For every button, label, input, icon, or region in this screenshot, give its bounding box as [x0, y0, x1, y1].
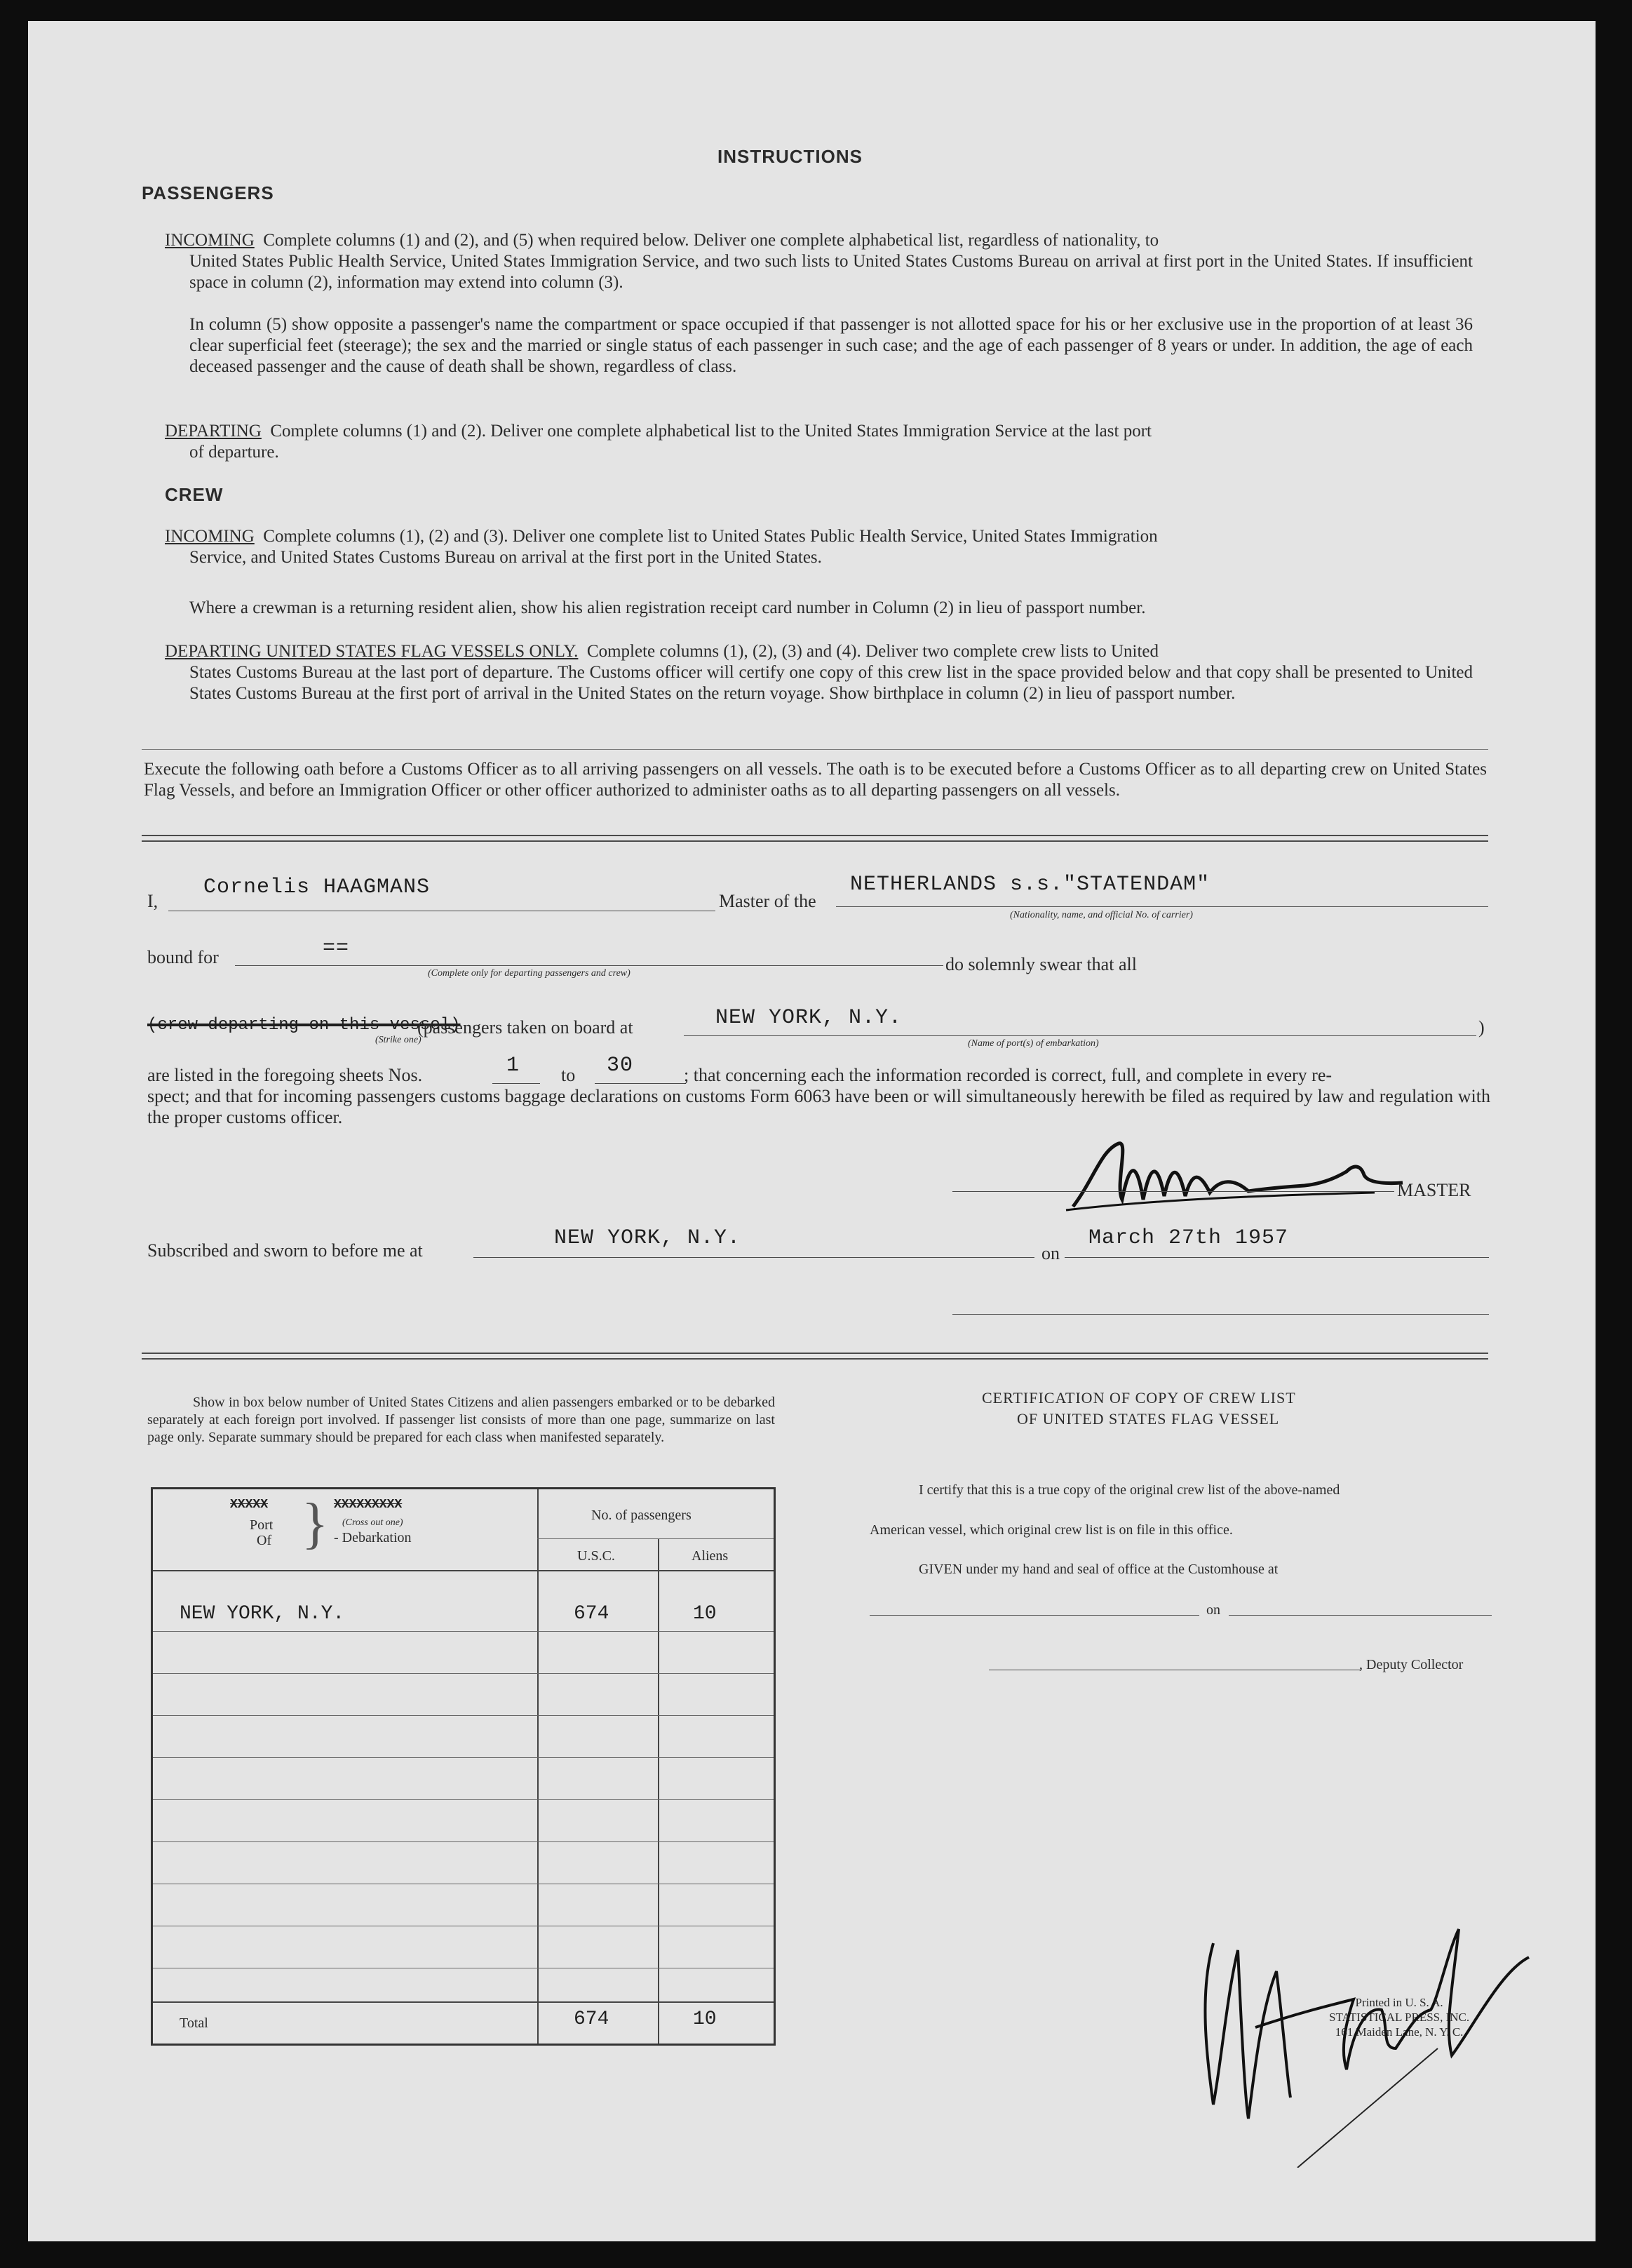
double-divider	[142, 835, 1488, 836]
certification-title-1: CERTIFICATION OF COPY OF CREW LIST	[982, 1389, 1296, 1407]
departing-text-rest: of departure.	[189, 443, 279, 462]
vessel-caption: (Nationality, name, and official No. of carrier)	[1010, 910, 1193, 920]
certification-on-label: on	[1206, 1602, 1220, 1618]
total-usc: 674	[574, 2008, 609, 2030]
passengers-departing-paragraph	[165, 421, 1473, 442]
header-bottom	[153, 1570, 774, 1571]
departing-text-line1: Complete columns (1) and (2). Deliver one complete alphabetical list to the United States Immigration Service at the last port	[270, 422, 1152, 441]
oath-intro: Execute the following oath before a Customs Officer as to all arriving passengers on all vessels. The oath is to be executed before a Customs Officer as to all departing crew on United States Flag Vessels, and before an Immigration Officer or other officer authorized to administer oaths as to all departing passengers on all vessels.	[144, 760, 1487, 800]
passenger-summary-table	[151, 1487, 776, 2046]
summary-instructions: Show in box below number of United States Citizens and alien passengers embarked or to be debarked separately at each foreign port involved. If passenger list consists of more than one page, summarize on last page only. Separate summary should be prepared for each class when manifested separately.	[147, 1395, 775, 1445]
cross-out-caption: (Cross out one)	[342, 1517, 403, 1528]
total-label: Total	[180, 2015, 208, 2031]
crew-heading: CREW	[165, 484, 224, 505]
divider	[142, 749, 1488, 750]
incoming-label: INCOMING	[165, 231, 255, 250]
sworn-date: March 27th 1957	[1088, 1226, 1289, 1250]
table-row-line	[153, 1715, 774, 1716]
close-paren: )	[1478, 1017, 1485, 1038]
total-row-line	[153, 2001, 774, 2003]
form-page	[28, 21, 1596, 2241]
listed-rest-line1: ; that concerning each the information recorded is correct, full, and complete in every re-	[684, 1065, 1333, 1085]
bound-for-caption: (Complete only for departing passengers and crew)	[428, 968, 630, 979]
usc-label: U.S.C.	[577, 1548, 615, 1564]
struck-debarkation-prefix: XXXXXXXXX	[334, 1498, 403, 1512]
certification-title-2: OF UNITED STATES FLAG VESSEL	[1017, 1410, 1280, 1428]
given-text: GIVEN under my hand and seal of office at the Customhouse at	[919, 1562, 1279, 1577]
crew-departing-paragraph	[165, 641, 1473, 662]
port-label: Port	[250, 1517, 274, 1533]
incoming-text-rest: United States Public Health Service, United States Immigration Service, and two such lists to United States Customs Bureau on arrival at first port in the United States. If insufficient space in column (2), information may extend into column (3).	[189, 252, 1473, 292]
vessel-name: NETHERLANDS s.s."STATENDAM"	[850, 873, 1210, 897]
crew-incoming-line1: Complete columns (1), (2) and (3). Deliver one complete list to United States Public Health Service, United States Immigration	[263, 527, 1158, 546]
sworn-on-label: on	[1041, 1243, 1060, 1263]
printer-line2: STATISTICAL PRESS, INC.	[1329, 2011, 1470, 2024]
official-initials-icon	[1171, 1887, 1536, 2168]
master-label: MASTER	[1397, 1180, 1471, 1200]
instructions-title: INSTRUCTIONS	[717, 146, 863, 167]
no-passengers-label: No. of passengers	[591, 1508, 692, 1523]
bound-for-line	[235, 965, 943, 966]
passengers-heading: PASSENGERS	[142, 182, 274, 203]
certify-line-2: American vessel, which original crew list is on file in this office.	[870, 1522, 1233, 1538]
total-aliens: 10	[693, 2008, 717, 2030]
col-divider-1	[537, 1489, 539, 2044]
listed-label: are listed in the foregoing sheets Nos.	[147, 1065, 423, 1085]
bound-for-label: bound for	[147, 947, 219, 967]
row-port: NEW YORK, N.Y.	[180, 1603, 345, 1625]
row-aliens: 10	[693, 1603, 717, 1625]
aliens-label: Aliens	[692, 1548, 729, 1564]
sheet-from: 1	[506, 1054, 520, 1078]
swear-label: do solemnly swear that all	[945, 954, 1137, 974]
master-signature-line	[952, 1191, 1394, 1192]
brace-icon: }	[302, 1493, 329, 1555]
departing-label: DEPARTING	[165, 422, 262, 441]
port-of-embarkation: NEW YORK, N.Y.	[715, 1006, 903, 1030]
i-label: I,	[147, 891, 159, 911]
sheet-from-line	[492, 1083, 540, 1084]
incoming-column5-paragraph: In column (5) show opposite a passenger's name the compartment or space occupied if that passenger is not allotted space for his or her exclusive use in the proportion of at least 36 clear superficial feet (steerage); the sex and the married or single status of each passenger in such case; and the age of each passenger of 8 years or under. In addition, the age of each deceased passenger and the cause of death shall be shown, regardless of class.	[189, 315, 1473, 376]
certification-date-line	[1229, 1615, 1492, 1616]
vessel-line	[836, 906, 1488, 907]
sheet-to: 30	[607, 1054, 634, 1078]
sworn-place: NEW YORK, N.Y.	[554, 1226, 741, 1250]
deputy-collector-label: , Deputy Collector	[1359, 1657, 1464, 1672]
crew-departing-rest: States Customs Bureau at the last port of departure. The Customs officer will certify one copy of this crew list in the space provided below and that copy shall be presented to United States Customs Bureau at the first port of arrival in the United States on the return voyage. Show birthplace in column (2) in lieu of passport number.	[189, 663, 1473, 703]
crew-departing-line1: Complete columns (1), (2), (3) and (4). Deliver two complete crew lists to United	[586, 642, 1159, 661]
incoming-text-line1: Complete columns (1) and (2), and (5) when required below. Deliver one complete alphabetical list, regardless of nationality, to	[263, 231, 1159, 250]
strike-caption: (Strike one)	[375, 1035, 422, 1045]
listed-rest-line2: spect; and that for incoming passengers customs baggage declarations on customs Form 6063 have been or will simultaneously herewith be filed as required by law and regulation with the proper customs officer.	[147, 1086, 1490, 1127]
debarkation-label: - Debarkation	[334, 1530, 412, 1545]
printer-line1: Printed in U. S. A.	[1355, 1996, 1443, 2009]
table-row-line	[153, 1799, 774, 1800]
crew-incoming-label: INCOMING	[165, 527, 255, 546]
table-row-line	[153, 1631, 774, 1632]
crew-incoming-rest: Service, and United States Customs Bureau on arrival at the first port in the United States.	[189, 548, 822, 567]
passengers-incoming-paragraph	[165, 230, 1473, 251]
master-of-label: Master of the	[719, 891, 816, 911]
to-label: to	[561, 1065, 576, 1085]
master-signature-icon	[1052, 1122, 1417, 1228]
crew-departing-label: DEPARTING UNITED STATES FLAG VESSELS ONLY.	[165, 642, 579, 661]
table-row-line	[153, 1673, 774, 1674]
master-name: Cornelis HAAGMANS	[203, 875, 431, 899]
sheet-to-line	[595, 1083, 686, 1084]
printer-line3: 161 Maiden Lane, N. Y. C.	[1335, 2025, 1464, 2039]
crew-alien-paragraph: Where a crewman is a returning resident alien, show his alien registration receipt card number in Column (2) in lieu of passport number.	[189, 598, 1146, 617]
double-divider-2	[142, 1353, 1488, 1354]
customhouse-line	[870, 1615, 1199, 1616]
officer-signature-line	[952, 1314, 1489, 1315]
crew-incoming-paragraph	[165, 526, 1473, 547]
row-usc: 674	[574, 1603, 609, 1625]
embarkation-line	[684, 1035, 1476, 1036]
port-caption: (Name of port(s) of embarkation)	[968, 1038, 1099, 1049]
table-row-line	[153, 1841, 774, 1842]
sworn-date-line	[1065, 1257, 1489, 1258]
certify-line-1: I certify that this is a true copy of the original crew list of the above-named	[919, 1482, 1340, 1498]
sworn-place-line	[473, 1257, 1034, 1258]
table-row-line	[153, 1757, 774, 1758]
header-split	[537, 1538, 774, 1539]
sworn-label: Subscribed and sworn to before me at	[147, 1240, 423, 1261]
bound-for-value: ==	[323, 937, 350, 960]
taken-on-board-label: (passengers taken on board at	[417, 1017, 633, 1038]
struck-embarkation: XXXXX	[230, 1498, 269, 1512]
struck-crew-option: (crew departing on this vessel)	[147, 1016, 461, 1035]
of-label: Of	[257, 1533, 272, 1548]
